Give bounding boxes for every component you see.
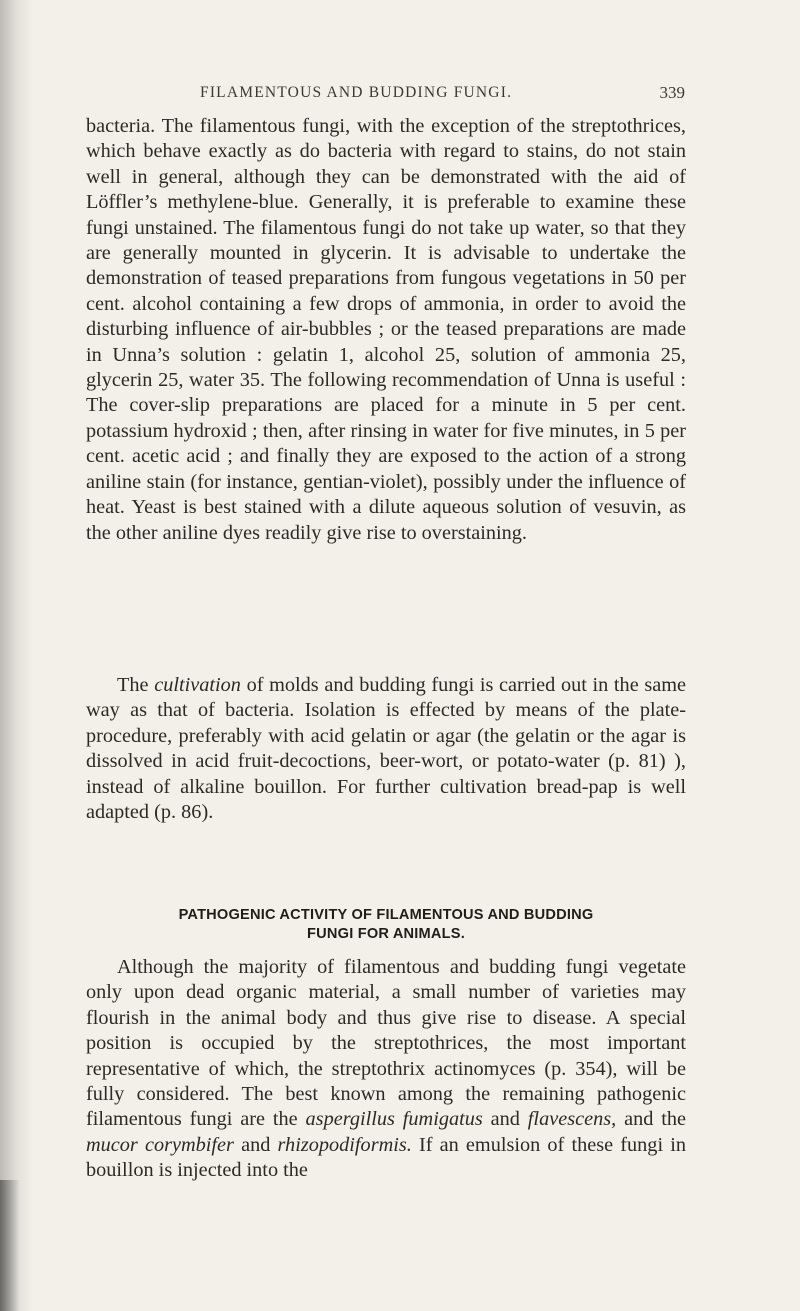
term-aspergillus-fumigatus: aspergillus fumigatus — [305, 1108, 483, 1131]
section-heading-line2: FUNGI FOR ANIMALS. — [307, 926, 465, 942]
paragraph-pathogenic — [86, 955, 686, 1184]
pathogenic-text-a: Although the majority of filamentous and budding fungi vegetate only upon dead organic material, a small number of varieties may flourish in the animal body and thus give rise to disease. A special position is occupied by the streptothrices, the most important representative of which, the streptothrix actinomyces (p. 354), will be fully considered. The best known among the remaining pathogenic filamentous fungi are the — [86, 956, 686, 1131]
page-gutter-shadow — [0, 0, 34, 1311]
paragraph-cultivation-text — [86, 673, 686, 825]
pathogenic-text-b: and — [482, 1108, 528, 1131]
section-heading-line1: PATHOGENIC ACTIVITY OF FILAMENTOUS AND BUDDING — [178, 907, 594, 923]
paragraph-staining — [86, 114, 686, 546]
section-heading — [86, 906, 686, 944]
pathogenic-text-c: , and the — [611, 1108, 686, 1131]
cultivation-rest: of molds and budding fungi is carried out in the same way as that of bacteria. Isolation is effected by means of the plate-procedure, preferably with acid gelatin or agar (the gelatin or the agar is dissolved in acid fruit-decoctions, beer-wort, or potato-water (p. 81) ), instead of alkaline bouillon. For further cultivation bread-pap is well adapted (p. 86). — [86, 674, 687, 824]
paragraph-cultivation — [86, 673, 686, 825]
cultivation-lead: The — [117, 674, 155, 696]
cultivation-term: cultivation — [154, 674, 241, 696]
pathogenic-text-e: If an emulsion of these fungi in bouillon is injected into the — [86, 1133, 686, 1182]
term-flavescens: flavescens — [527, 1108, 612, 1131]
pathogenic-text-d: and — [233, 1133, 278, 1156]
page-gutter-shadow-bottom — [0, 1180, 20, 1311]
paragraph-staining-text: bacteria. The filamentous fungi, with the exception of the streptothrices, which behave exactly as do bacteria with regard to stains, do not stain well in general, although they can be demonstrated with the aid of Löffler’s methylene-blue. Generally, it is preferable to examine these fungi unstained. The filamentous fungi do not take up water, so that they are generally mounted in glycerin. It is advisable to undertake the demonstration of teased preparations from fungous vegetations in 50 per cent. alcohol containing a few drops of ammonia, in order to avoid the disturbing influence of air-bubbles ; or the teased preparations are made in Unna’s solution : gelatin 1, alcohol 25, solution of ammonia 25, glycerin 25, water 35. The following recommendation of Unna is useful : The cover-slip preparations are placed for a minute in 5 per cent. potassium hydroxid ; then, after rinsing in water for five minutes, in 5 per cent. acetic acid ; and finally they are exposed to the action of a strong aniline stain (for instance, gentian-violet), possibly under the influence of heat. Yeast is best stained with a dilute aqueous solution of vesuvin, as the other aniline dyes readily give rise to overstaining. — [86, 115, 686, 544]
page-number: 339 — [659, 83, 685, 102]
running-head: FILAMENTOUS AND BUDDING FUNGI. — [200, 84, 513, 101]
term-rhizopodiformis: rhizopodiformis. — [277, 1133, 412, 1156]
term-mucor-corymbifer: mucor corymbifer — [86, 1133, 234, 1156]
paragraph-pathogenic-text — [86, 955, 686, 1184]
